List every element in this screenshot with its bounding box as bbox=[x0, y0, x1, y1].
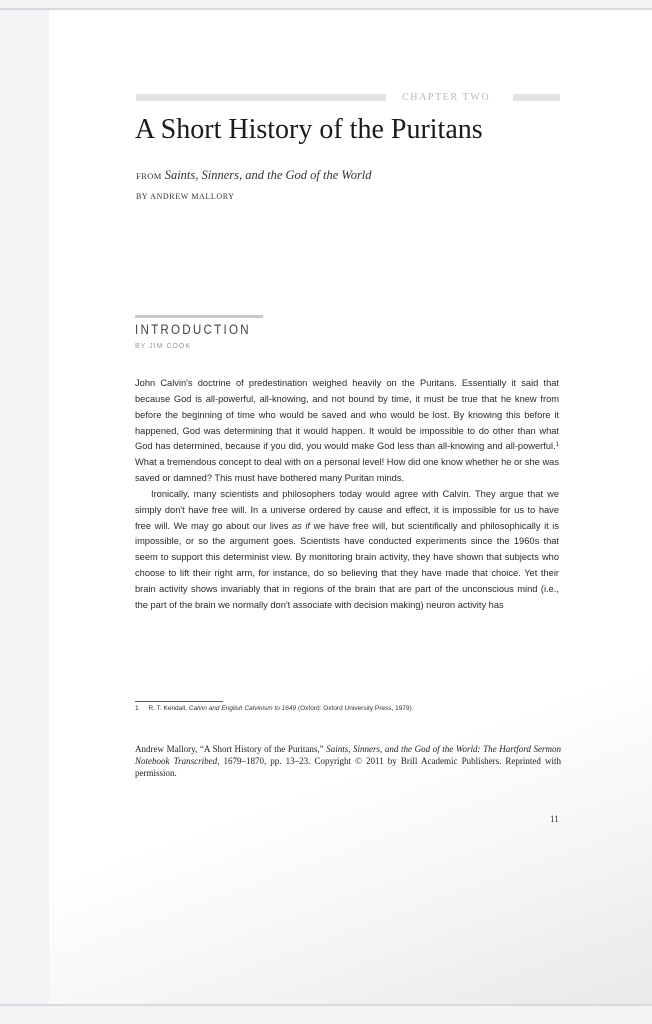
paragraph-2-text-a: Ironically, many scientists and philosophers today would agree with Calvin. They argue that we simply don't have free will. In a universe ordered by cause and effect, it is impossible for us to have free will. We may go about our lives bbox=[135, 488, 559, 531]
document-page bbox=[49, 10, 652, 1004]
chapter-byline: BY ANDREW MALLORY bbox=[136, 192, 235, 201]
chapter-bar-left bbox=[136, 94, 386, 101]
paragraph-1 bbox=[135, 376, 559, 487]
body-text bbox=[135, 376, 559, 614]
viewer-bottom-edge bbox=[0, 1004, 652, 1006]
credit-text-a: Andrew Mallory, “A Short History of the Puritans,” bbox=[135, 744, 327, 754]
footnote-title: Calvin and English Calvinism to 1649 bbox=[188, 705, 297, 712]
permission-credit bbox=[135, 743, 561, 780]
introduction-heading: INTRODUCTION bbox=[135, 322, 251, 337]
source-line bbox=[136, 168, 372, 183]
paragraph-2-text-b: we have free will, but scientifically and philosophically it is impossible, or so the argument goes. Scientists have conducted experiments since the 1960s that seem to support this determinist view. By monitoring brain activity, they have shown that subjects who choose to lift their right arm, for instance, do so believing that they have made that choice. Yet their brain activity shows invariably that in regions of the brain that are part of the unconscious mind (i.e., the part of the brain we normally don't associate with decision making) neuron activity has bbox=[135, 520, 559, 610]
credit-text-b: , 1679–1870, pp. 13–23. Copyright © 2011 by Brill Academic Publishers. Reprinted with permission. bbox=[135, 756, 562, 779]
footnote-ref[interactable]: 1 bbox=[555, 442, 559, 449]
paragraph-2 bbox=[135, 487, 559, 614]
paragraph-1-text-a: John Calvin's doctrine of predestination weighed heavily on the Puritans. Essentially it said that because God is all-powerful, all-knowing, and not bound by time, it must be true that he knew from before the beginning of time who would be saved and who would be lost. By knowing this before it happened, God was determining that it would happen. It would be impossible to do other than what God has determined, because if you did, you would make God less than all-knowing and all-powerful. bbox=[135, 378, 559, 452]
paragraph-1-text-b: What a tremendous concept to deal with on a personal level! How did one know whether he or she was saved or damned? This must have bothered many Puritan minds. bbox=[135, 457, 559, 484]
footnote-author: R. T. Kendall, bbox=[148, 705, 187, 712]
from-prefix: FROM bbox=[136, 171, 162, 181]
introduction-byline: BY JIM COOK bbox=[135, 343, 191, 350]
footnote-rule bbox=[135, 701, 223, 702]
chapter-header bbox=[136, 92, 560, 106]
introduction-rule bbox=[135, 315, 263, 318]
chapter-label: CHAPTER TWO bbox=[402, 92, 491, 103]
paragraph-2-emphasis: as if bbox=[291, 520, 310, 531]
footnote-number: 1 bbox=[135, 705, 139, 712]
footnote bbox=[135, 705, 414, 712]
page-number: 11 bbox=[550, 814, 559, 824]
chapter-title: A Short History of the Puritans bbox=[135, 114, 483, 145]
chapter-bar-right bbox=[513, 94, 560, 101]
source-book-title: Saints, Sinners, and the God of the World bbox=[164, 168, 372, 182]
footnote-publisher: (Oxford: Oxford University Press, 1979). bbox=[297, 705, 414, 712]
credit-book-title: Saints, Sinners, and the God of the World: The Hartford Sermon Notebook Transcribed bbox=[135, 744, 562, 767]
